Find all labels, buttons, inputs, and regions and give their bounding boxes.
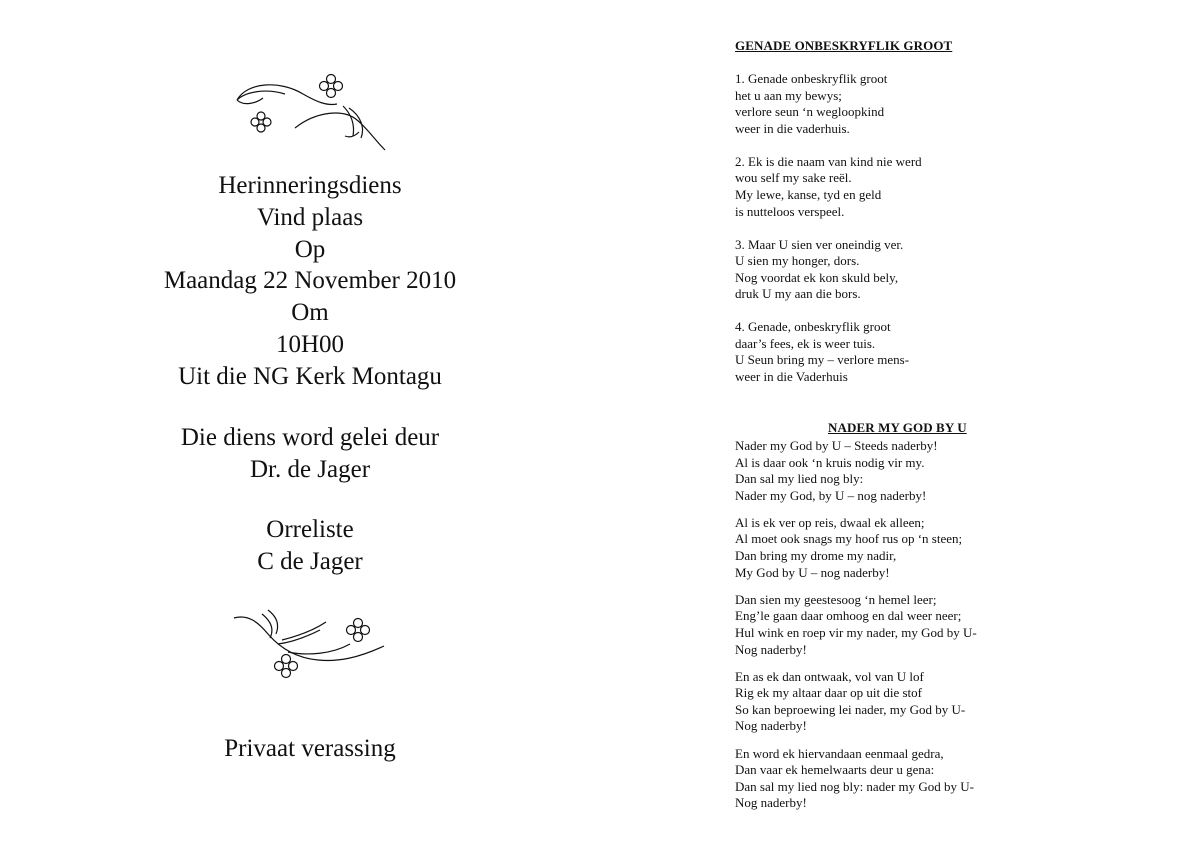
- hymn-title-genade: GENADE ONBESKRYFLIK GROOT: [735, 38, 953, 53]
- organist-label: Orreliste: [266, 516, 354, 543]
- verse-line: Al is ek ver op reis, dwaal ek alleen;: [735, 514, 925, 530]
- verse-line: U Seun bring my – verlore mens-: [735, 352, 910, 368]
- service-title: Herinneringsdiens: [218, 172, 402, 199]
- verse-line: 2. Ek is die naam van kind nie werd: [735, 153, 922, 169]
- verse-line: Dan sien my geestesoog ‘n hemel leer;: [735, 591, 937, 607]
- verse-line: Dan vaar ek hemelwaarts deur u gena:: [735, 762, 935, 778]
- verse-line: 3. Maar U sien ver oneindig ver.: [735, 236, 904, 252]
- hymn-verse: [735, 319, 922, 385]
- verse-line: Nog naderby!: [735, 641, 807, 657]
- service-line-op: Op: [294, 235, 326, 263]
- hymn-verses-genade: [735, 71, 922, 402]
- conductor-label: Die diens word gelei deur: [180, 424, 440, 451]
- verse-line: daar’s fees, ek is weer tuis.: [735, 335, 876, 351]
- floral-ornament-bottom: [228, 600, 388, 690]
- hymn-verse: [735, 746, 977, 812]
- hymn-verses-nader: [735, 438, 977, 822]
- hymn-title-nader: NADER MY GOD BY U: [828, 420, 967, 435]
- verse-line: weer in die Vaderhuis: [735, 369, 848, 385]
- verse-line: Al moet ook snags my hoof rus op ‘n steen;: [735, 531, 963, 547]
- verse-line: My God by U – nog naderby!: [735, 564, 890, 580]
- verse-line: Dan sal my lied nog bly:: [735, 471, 864, 487]
- conductor-name: Dr. de Jager: [249, 455, 371, 483]
- verse-line: En as ek dan ontwaak, vol van U lof: [735, 668, 924, 684]
- verse-line: Nader my God by U – Steeds naderby!: [735, 438, 938, 453]
- verse-line: U sien my honger, dors.: [735, 253, 860, 269]
- conductor-block: [110, 422, 510, 486]
- private-note-block: [110, 733, 510, 765]
- service-time: 10H00: [275, 330, 345, 358]
- hymn-verse: [735, 71, 922, 137]
- organist-block: [110, 514, 510, 578]
- verse-line: druk U my aan die bors.: [735, 286, 861, 302]
- service-line-vind-plaas: Vind plaas: [256, 203, 364, 231]
- service-date: Maandag 22 November 2010: [163, 267, 457, 295]
- hymn-verse: [735, 669, 977, 735]
- verse-line: Al is daar ook ‘n kruis nodig vir my.: [735, 454, 925, 470]
- verse-line: Nog voordat ek kon skuld bely,: [735, 269, 899, 285]
- verse-line: En word ek hiervandaan eenmaal gedra,: [735, 745, 944, 761]
- verse-line: Eng’le gaan daar omhoog en dal weer neer;: [735, 608, 962, 624]
- verse-line: 4. Genade, onbeskryflik groot: [735, 319, 891, 335]
- floral-ornament-top: [225, 68, 395, 153]
- service-venue: Uit die NG Kerk Montagu: [178, 362, 442, 390]
- verse-line: Dan sal my lied nog bly: nader my God by U-: [735, 778, 975, 794]
- verse-line: wou self my sake reël.: [735, 170, 852, 186]
- verse-line: Nog naderby!: [735, 718, 807, 734]
- organist-name: C de Jager: [257, 547, 363, 575]
- private-note: Privaat verassing: [224, 735, 396, 762]
- service-line-om: Om: [291, 299, 329, 327]
- verse-line: is nutteloos verspeel.: [735, 203, 845, 219]
- hymn-verse: [735, 592, 977, 658]
- verse-line: weer in die vaderhuis.: [735, 120, 850, 136]
- verse-line: My lewe, kanse, tyd en geld: [735, 186, 882, 202]
- hymn-verse: [735, 237, 922, 303]
- verse-line: So kan beproewing lei nader, my God by U-: [735, 701, 966, 717]
- verse-line: Rig ek my altaar daar op uit die stof: [735, 685, 923, 701]
- hymn-verse: [735, 154, 922, 220]
- verse-line: verlore seun ‘n wegloopkind: [735, 104, 885, 120]
- verse-line: Hul wink en roep vir my nader, my God by U-: [735, 624, 977, 640]
- hymn-verse: [735, 438, 977, 504]
- verse-line: 1. Genade onbeskryflik groot: [735, 71, 888, 86]
- verse-line: Nader my God, by U – nog naderby!: [735, 487, 927, 503]
- hymn-verse: [735, 515, 977, 581]
- service-info: [110, 170, 510, 393]
- verse-line: Nog naderby!: [735, 795, 807, 811]
- verse-line: het u aan my bewys;: [735, 87, 842, 103]
- verse-line: Dan bring my drome my nadir,: [735, 548, 897, 564]
